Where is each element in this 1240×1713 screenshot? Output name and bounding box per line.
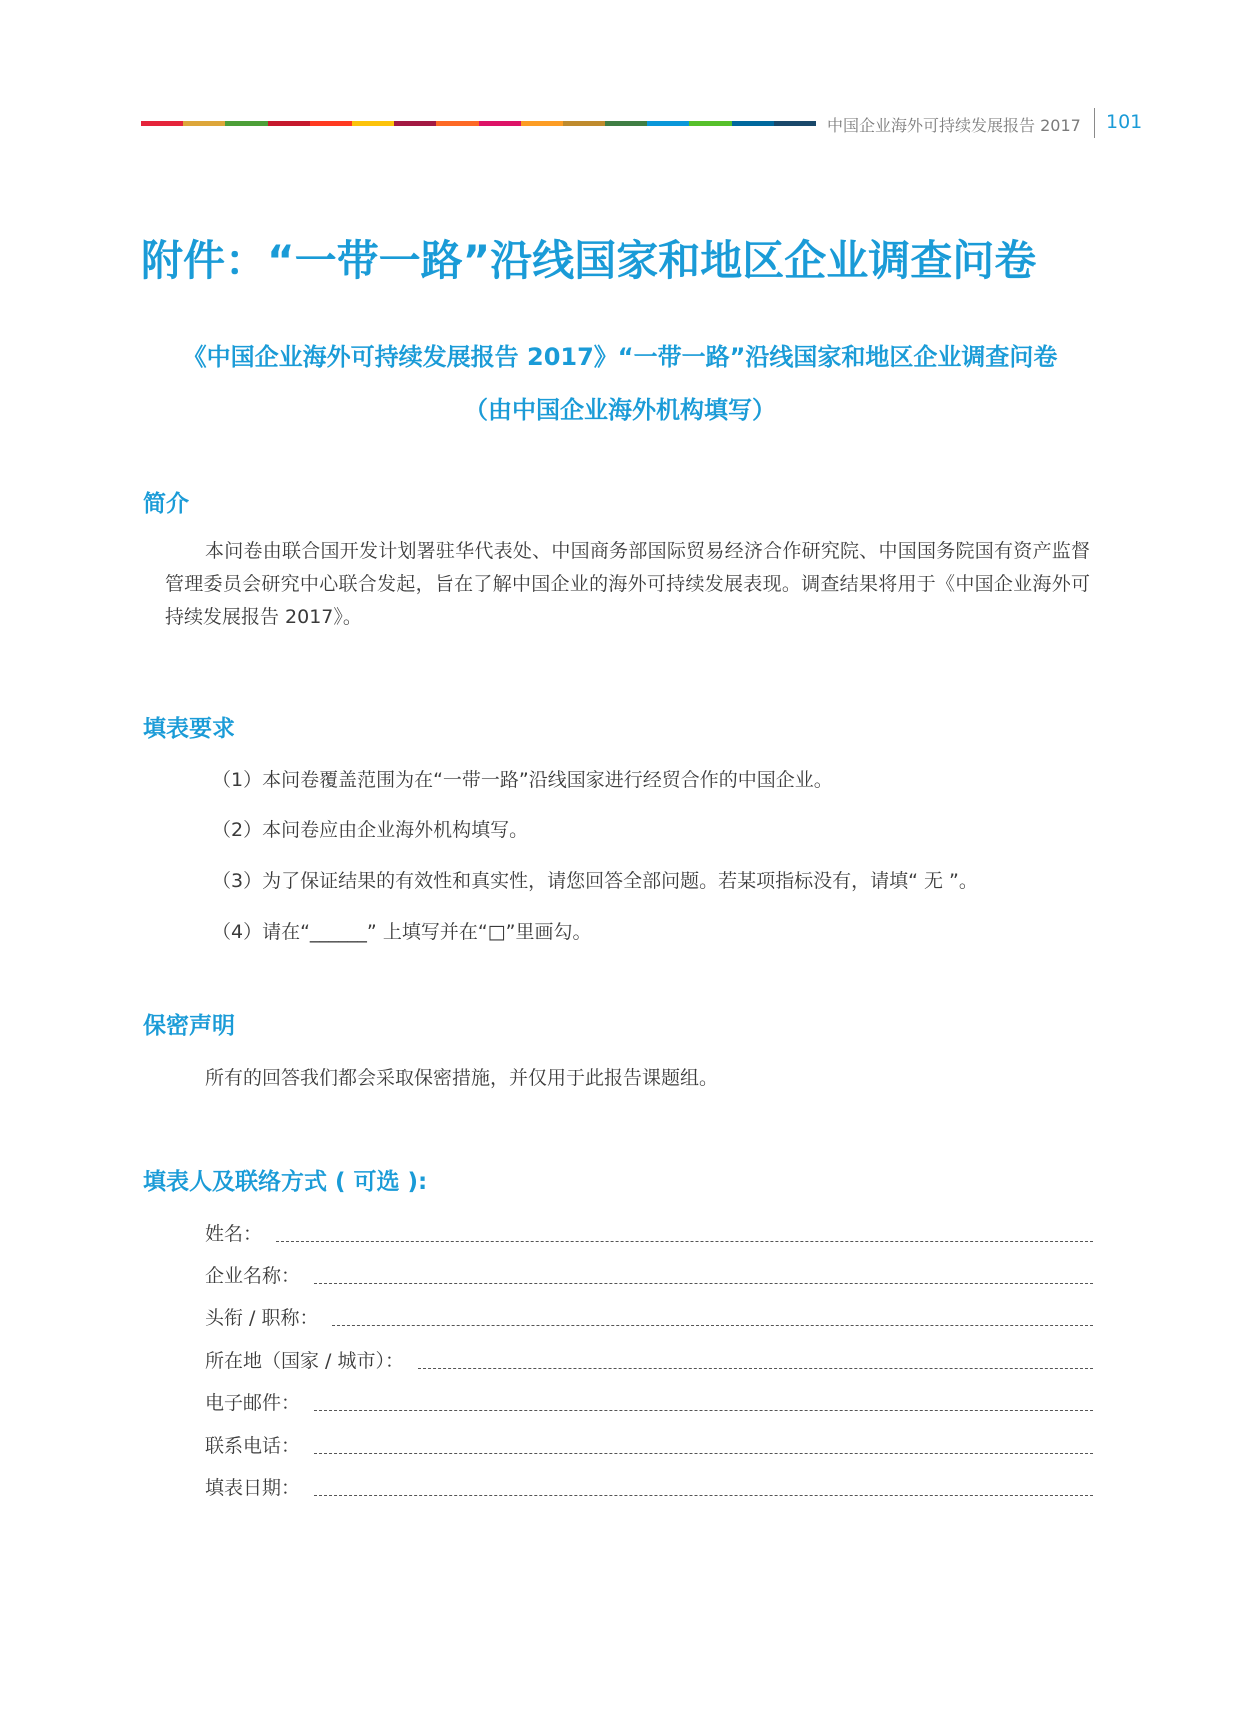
confidentiality-heading: 保密声明 bbox=[143, 1013, 235, 1039]
phone-field[interactable] bbox=[205, 1432, 1093, 1460]
stripe-segment bbox=[689, 121, 731, 126]
stripe-segment bbox=[183, 121, 225, 126]
field-label: 企业名称： bbox=[205, 1265, 301, 1287]
fill-in-line[interactable] bbox=[332, 1325, 1093, 1326]
field-label: 姓名： bbox=[205, 1223, 263, 1245]
stripe-segment bbox=[394, 121, 436, 126]
requirements-heading: 填表要求 bbox=[143, 716, 235, 742]
confidentiality-text: 所有的回答我们都会采取保密措施，并仅用于此报告课题组。 bbox=[205, 1067, 719, 1089]
name-field[interactable] bbox=[205, 1220, 1093, 1248]
stripe-segment bbox=[479, 121, 521, 126]
running-header-title: 中国企业海外可持续发展报告 2017 bbox=[827, 116, 1081, 135]
stripe-segment bbox=[732, 121, 774, 126]
stripe-segment bbox=[141, 121, 183, 126]
stripe-segment bbox=[268, 121, 310, 126]
stripe-segment bbox=[352, 121, 394, 126]
stripe-segment bbox=[225, 121, 267, 126]
fill-in-line[interactable] bbox=[276, 1241, 1093, 1242]
contact-heading: 填表人及联络方式 ( 可选 ): bbox=[143, 1169, 428, 1195]
stripe-segment bbox=[436, 121, 478, 126]
requirement-item: （4）请在“______” 上填写并在“□”里画勾。 bbox=[212, 921, 592, 943]
stripe-segment bbox=[563, 121, 605, 126]
date-field[interactable] bbox=[205, 1474, 1093, 1502]
field-label: 联系电话： bbox=[205, 1435, 301, 1457]
field-label: 头衔 / 职称： bbox=[205, 1307, 319, 1329]
field-label: 电子邮件： bbox=[205, 1392, 301, 1414]
field-label: 所在地（国家 / 城市）： bbox=[205, 1350, 404, 1372]
fill-in-line[interactable] bbox=[314, 1283, 1093, 1284]
stripe-segment bbox=[647, 121, 689, 126]
fill-in-line[interactable] bbox=[314, 1495, 1093, 1496]
questionnaire-subtitle: 《中国企业海外可持续发展报告 2017》“一带一路”沿线国家和地区企业调查问卷 bbox=[182, 343, 1058, 371]
page-title: 附件：“一带一路”沿线国家和地区企业调查问卷 bbox=[141, 236, 1037, 285]
stripe-segment bbox=[521, 121, 563, 126]
stripe-segment bbox=[774, 121, 816, 126]
requirement-item: （2）本问卷应由企业海外机构填写。 bbox=[212, 819, 529, 841]
fill-in-line[interactable] bbox=[314, 1410, 1093, 1411]
page-number: 101 bbox=[1106, 111, 1143, 133]
requirement-item: （1）本问卷覆盖范围为在“一带一路”沿线国家进行经贸合作的中国企业。 bbox=[212, 769, 833, 791]
intro-paragraph: 本问卷由联合国开发计划署驻华代表处、中国商务部国际贸易经济合作研究院、中国国务院国有资产监督管理委员会研究中心联合发起，旨在了解中国企业的海外可持续发展表现。调查结果将用于《中国企业海外可持续发展报告 2017》。 bbox=[165, 540, 1090, 628]
email-field[interactable] bbox=[205, 1389, 1093, 1417]
fill-in-line[interactable] bbox=[314, 1453, 1093, 1454]
field-label: 填表日期： bbox=[205, 1477, 301, 1499]
stripe-segment bbox=[605, 121, 647, 126]
requirement-item: （3）为了保证结果的有效性和真实性，请您回答全部问题。若某项指标没有，请填“ 无 ”。 bbox=[212, 870, 978, 892]
questionnaire-subtitle-note: （由中国企业海外机构填写） bbox=[464, 396, 776, 424]
stripe-segment bbox=[310, 121, 352, 126]
header-color-stripe bbox=[141, 121, 816, 126]
company-name-field[interactable] bbox=[205, 1262, 1093, 1290]
intro-heading: 简介 bbox=[143, 491, 189, 517]
fill-in-line[interactable] bbox=[418, 1368, 1093, 1369]
job-title-field[interactable] bbox=[205, 1304, 1093, 1332]
location-field[interactable] bbox=[205, 1347, 1093, 1375]
header-divider bbox=[1094, 108, 1095, 138]
